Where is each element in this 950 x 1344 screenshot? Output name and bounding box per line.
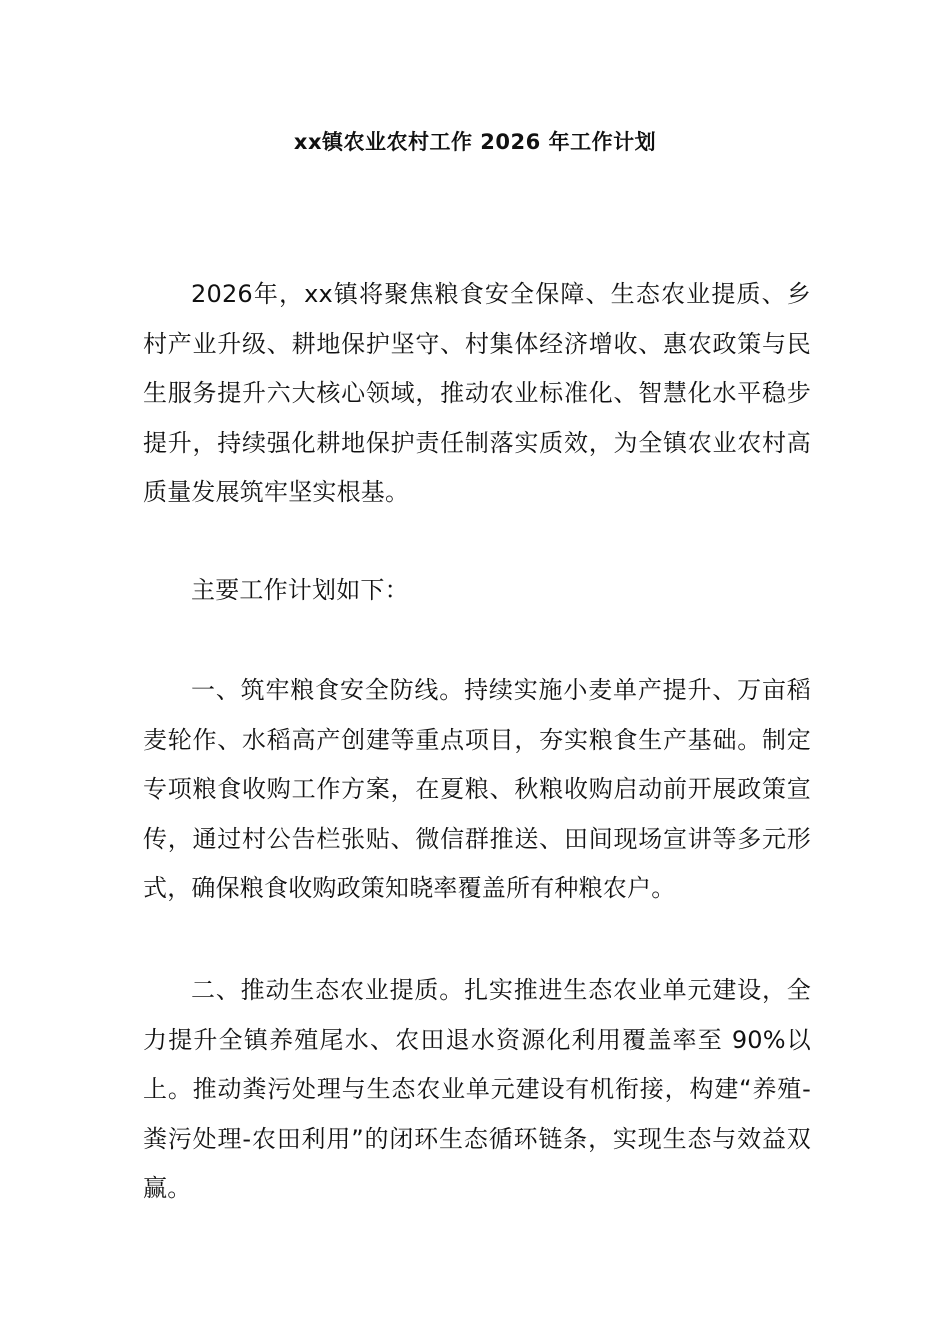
intro-paragraph: 2026年，xx镇将聚焦粮食安全保障、生态农业提质、乡村产业升级、耕地保护坚守、村集体经济增收、惠农政策与民生服务提升六大核心领域，推动农业标准化、智慧化水平稳步提升，持续强化耕地保护责任制落实质效，为全镇农业农村高质量发展筑牢坚实根基。 bbox=[143, 280, 811, 507]
document-title: xx镇农业农村工作 2026 年工作计划 bbox=[293, 130, 657, 154]
section-two-paragraph: 二、推动生态农业提质。扎实推进生态农业单元建设，全力提升全镇养殖尾水、农田退水资源化利用覆盖率至 90%以上。推动粪污处理与生态农业单元建设有机衔接，构建“养殖-粪污处理-农田利用”的闭环生态循环链条，实现生态与效益双赢。 bbox=[143, 976, 811, 1203]
plan-heading-paragraph: 主要工作计划如下： bbox=[191, 576, 409, 604]
section-one-paragraph: 一、筑牢粮食安全防线。持续实施小麦单产提升、万亩稻麦轮作、水稻高产创建等重点项目，夯实粮食生产基础。制定专项粮食收购工作方案，在夏粮、秋粮收购启动前开展政策宣传，通过村公告栏张贴、微信群推送、田间现场宣讲等多元形式，确保粮食收购政策知晓率覆盖所有种粮农户。 bbox=[143, 676, 811, 903]
